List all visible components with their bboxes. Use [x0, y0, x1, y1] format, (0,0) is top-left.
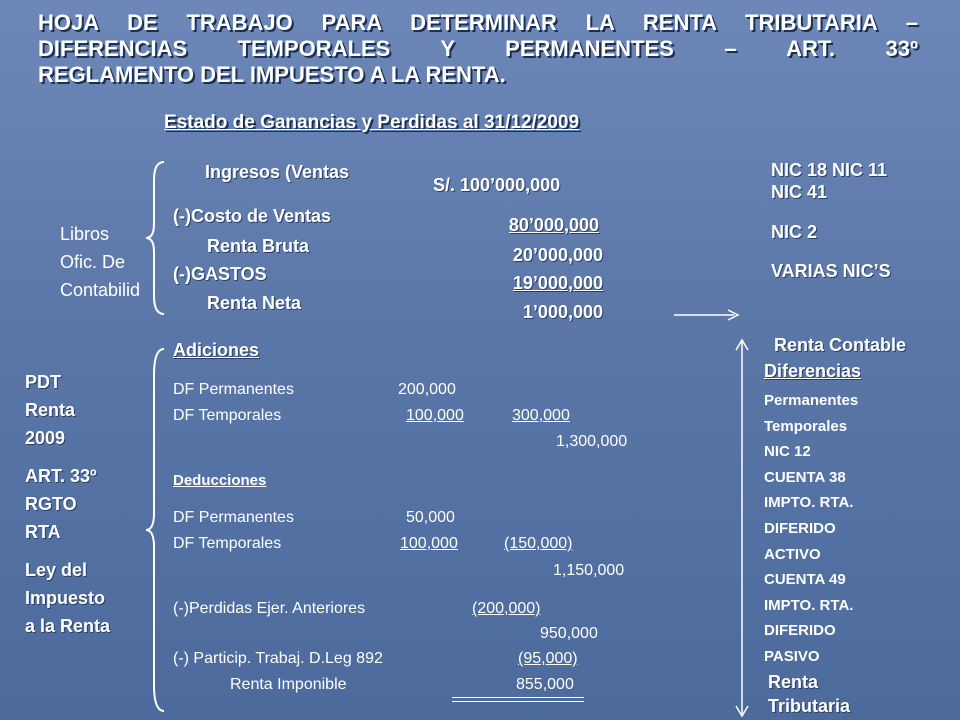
- vertical-double-arrow-icon: [732, 338, 752, 720]
- libros-label: [60, 220, 140, 304]
- pdt-line-6: RTA: [25, 522, 61, 542]
- ingresos-label: Ingresos (Ventas: [205, 162, 350, 182]
- diferencias-item: NIC 12: [764, 443, 811, 461]
- slide-subtitle: Estado de Ganancias y Perdidas al 31/12/2009: [164, 112, 580, 133]
- title-line-3: REGLAMENTO DEL IMPUESTO A LA RENTA.: [38, 62, 506, 87]
- double-underline-bottom: [452, 701, 584, 702]
- renta-bruta-label: Renta Bruta: [207, 236, 310, 256]
- diferencias-item: Temporales: [764, 417, 848, 435]
- adiciones-total: 1,300,000: [556, 433, 628, 450]
- libros-line-1: Libros: [60, 224, 110, 244]
- pdt-line-3: 2009: [25, 428, 66, 448]
- double-underline-top: [452, 697, 584, 698]
- deducciones-subtotal: (150,000): [504, 535, 573, 552]
- renta-tributaria-line-1: Renta: [768, 672, 819, 692]
- nic-2: NIC 2: [771, 222, 818, 242]
- gastos-label: (-)GASTOS: [173, 264, 267, 284]
- renta-contable: Renta Contable: [774, 335, 907, 355]
- adiciones-perm-label: DF Permanentes: [173, 381, 294, 398]
- adiciones-subtotal: 300,000: [512, 407, 570, 424]
- renta-imponible-value: 855,000: [516, 676, 574, 693]
- costo-label: (-)Costo de Ventas: [173, 206, 332, 226]
- nic-41: NIC 41: [771, 182, 828, 202]
- renta-imponible-label: Renta Imponible: [230, 676, 347, 693]
- diferencias-item: DIFERIDO: [764, 519, 836, 537]
- diferencias-item: CUENTA 38: [764, 468, 846, 486]
- deducciones-heading: Deducciones: [173, 472, 267, 489]
- ingresos-value: S/. 100’000,000: [433, 175, 561, 195]
- diferencias-item: ACTIVO: [764, 545, 821, 563]
- brace-libros: [140, 158, 170, 318]
- deducciones-temp-label: DF Temporales: [173, 535, 282, 552]
- pdt-line-1: PDT: [25, 372, 61, 392]
- diferencias-item: DIFERIDO: [764, 622, 836, 640]
- deducciones-perm-value: 50,000: [406, 509, 455, 526]
- slide-title: [38, 10, 918, 88]
- arrow-right-icon: [672, 306, 742, 324]
- pdt-block: [25, 368, 110, 640]
- adiciones-temp-value: 100,000: [406, 407, 464, 424]
- pdt-line-4: ART. 33º: [25, 466, 97, 486]
- brace-pdt: [140, 345, 170, 715]
- pdt-line-9: a la Renta: [25, 616, 111, 636]
- varias-nic: VARIAS NIC’S: [771, 261, 891, 281]
- title-line-1: HOJA DE TRABAJO PARA DETERMINAR LA RENTA TRIBUTARIA –: [38, 10, 918, 35]
- diferencias-item: PASIVO: [764, 647, 820, 665]
- gastos-value: 19’000,000: [512, 273, 603, 293]
- libros-line-3: Contabilid: [60, 280, 141, 300]
- deducciones-temp-value: 100,000: [400, 535, 458, 552]
- perdidas-label: (-)Perdidas Ejer. Anteriores: [173, 600, 366, 617]
- pdt-line-7: Ley del: [25, 560, 88, 580]
- participacion-label: (-) Particip. Trabaj. D.Leg 892: [173, 650, 383, 667]
- nic-18-11: NIC 18 NIC 11: [771, 160, 888, 180]
- diferencias-heading: Diferencias: [764, 361, 862, 381]
- participacion-value: (95,000): [518, 650, 578, 667]
- renta-bruta-value: 20’000,000: [512, 245, 603, 265]
- diferencias-item: Permanentes: [764, 392, 859, 409]
- diferencias-list: [764, 388, 858, 670]
- renta-neta-label: Renta Neta: [207, 293, 302, 313]
- title-line-2: DIFERENCIAS TEMPORALES Y PERMANENTES – ART. 33º: [38, 36, 918, 61]
- libros-line-2: Ofic. De: [60, 252, 126, 272]
- diferencias-item: IMPTO. RTA.: [764, 494, 854, 512]
- adiciones-temp-label: DF Temporales: [173, 407, 282, 424]
- pdt-line-2: Renta: [25, 400, 76, 420]
- renta-tributaria: [768, 670, 850, 718]
- deducciones-total: 1,150,000: [553, 562, 625, 579]
- renta-neta-value: 1’000,000: [522, 302, 603, 322]
- diferencias-item: IMPTO. RTA.: [764, 596, 854, 614]
- adiciones-heading: Adiciones: [173, 340, 260, 360]
- renta-tributaria-line-2: Tributaria: [768, 696, 851, 716]
- costo-value: 80’000,000: [508, 215, 599, 235]
- diferencias-item: CUENTA 49: [764, 571, 846, 589]
- deducciones-perm-label: DF Permanentes: [173, 509, 294, 526]
- adiciones-perm-value: 200,000: [398, 381, 456, 398]
- pdt-line-8: Impuesto: [25, 588, 106, 608]
- pdt-line-5: RGTO: [25, 494, 77, 514]
- perdidas-value: (200,000): [472, 600, 541, 617]
- perdidas-result: 950,000: [540, 625, 598, 642]
